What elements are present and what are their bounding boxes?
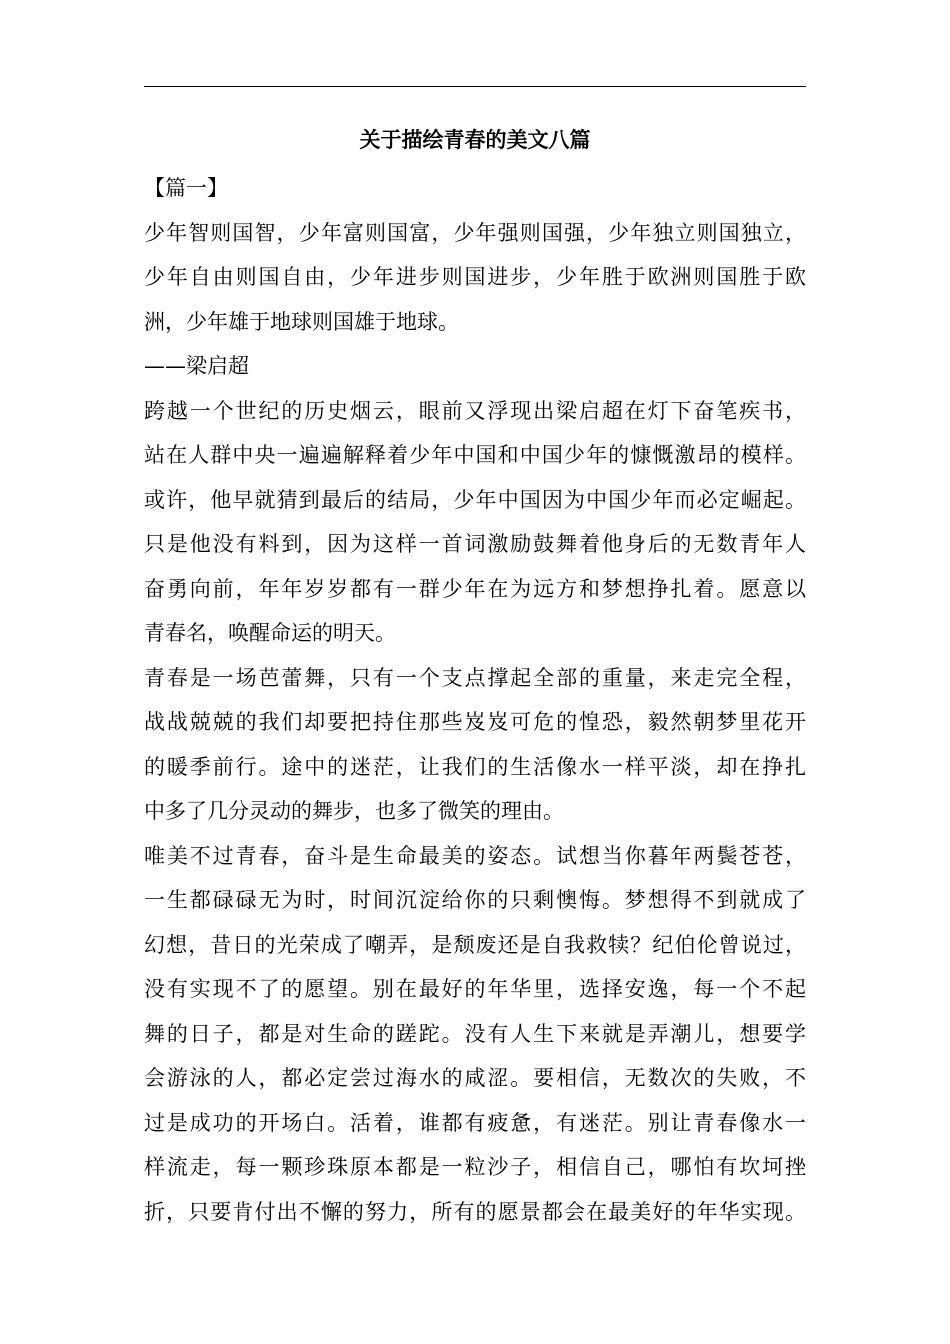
paragraph [144, 656, 806, 834]
paragraph-list [144, 211, 806, 1235]
text-line: 洲，少年雄于地球则国雄于地球。 [144, 309, 459, 334]
text-line: 青春是一场芭蕾舞，只有一个支点撑起全部的重量，来走完全程， [144, 665, 806, 690]
text-line: 少年自由则国自由，少年进步则国进步，少年胜于欧洲则国胜于欧 [144, 265, 806, 289]
text-line: 青春名，唤醒命运的明天。 [144, 621, 396, 645]
text-line: 过是成功的开场白。活着，谁都有疲惫，有迷茫。别让青春像水一 [144, 1110, 806, 1135]
text-line: 站在人群中央一遍遍解释着少年中国和中国少年的慷慨激昂的模样。 [144, 443, 806, 467]
text-line: 跨越一个世纪的历史烟云，眼前又浮现出梁启超在灯下奋笔疾书， [144, 398, 806, 423]
text-line: ——梁启超 [144, 354, 249, 378]
text-line: 唯美不过青春，奋斗是生命最美的姿态。试想当你暮年两鬓苍苍， [144, 843, 806, 868]
text-line: 会游泳的人，都必定尝过海水的咸涩。要相信，无数次的失败，不 [144, 1066, 806, 1090]
section-heading: 【篇一】 [144, 176, 228, 200]
paragraph [144, 344, 806, 389]
text-line: 折，只要肯付出不懈的努力，所有的愿景都会在最美好的年华实现。 [144, 1199, 806, 1224]
paragraph [144, 211, 806, 345]
header-rule [144, 86, 806, 87]
text-line: 的暖季前行。途中的迷茫，让我们的生活像水一样平淡，却在挣扎 [144, 754, 806, 779]
text-line: 幻想，昔日的光荣成了嘲弄，是颓废还是自我救犊？纪伯伦曾说过， [144, 932, 806, 957]
paragraph [144, 834, 806, 1235]
text-line: 中多了几分灵动的舞步，也多了微笑的理由。 [144, 799, 564, 823]
text-line: 样流走，每一颗珍珠原本都是一粒沙子，相信自己，哪怕有坎坷挫 [144, 1155, 806, 1179]
text-line: 没有实现不了的愿望。别在最好的年华里，选择安逸，每一个不起 [144, 977, 806, 1001]
text-line: 少年智则国智，少年富则国富，少年强则国强，少年独立则国独立， [144, 220, 806, 245]
text-line: 只是他没有料到，因为这样一首词激励鼓舞着他身后的无数青年人 [144, 532, 806, 556]
paragraph [144, 389, 806, 656]
document-title: 关于描绘青春的美文八篇 [359, 128, 591, 152]
text-line: 舞的日子，都是对生命的蹉跎。没有人生下来就是弄潮儿，想要学 [144, 1021, 806, 1046]
text-line: 奋勇向前，年年岁岁都有一群少年在为远方和梦想挣扎着。愿意以 [144, 576, 806, 601]
text-line: 一生都碌碌无为时，时间沉淀给你的只剩懊悔。梦想得不到就成了 [144, 888, 806, 912]
text-line: 或许，他早就猜到最后的结局，少年中国因为中国少年而必定崛起。 [144, 487, 806, 512]
text-line: 战战兢兢的我们却要把持住那些岌岌可危的惶恐，毅然朝梦里花开 [144, 710, 806, 734]
document-body [144, 166, 806, 1234]
